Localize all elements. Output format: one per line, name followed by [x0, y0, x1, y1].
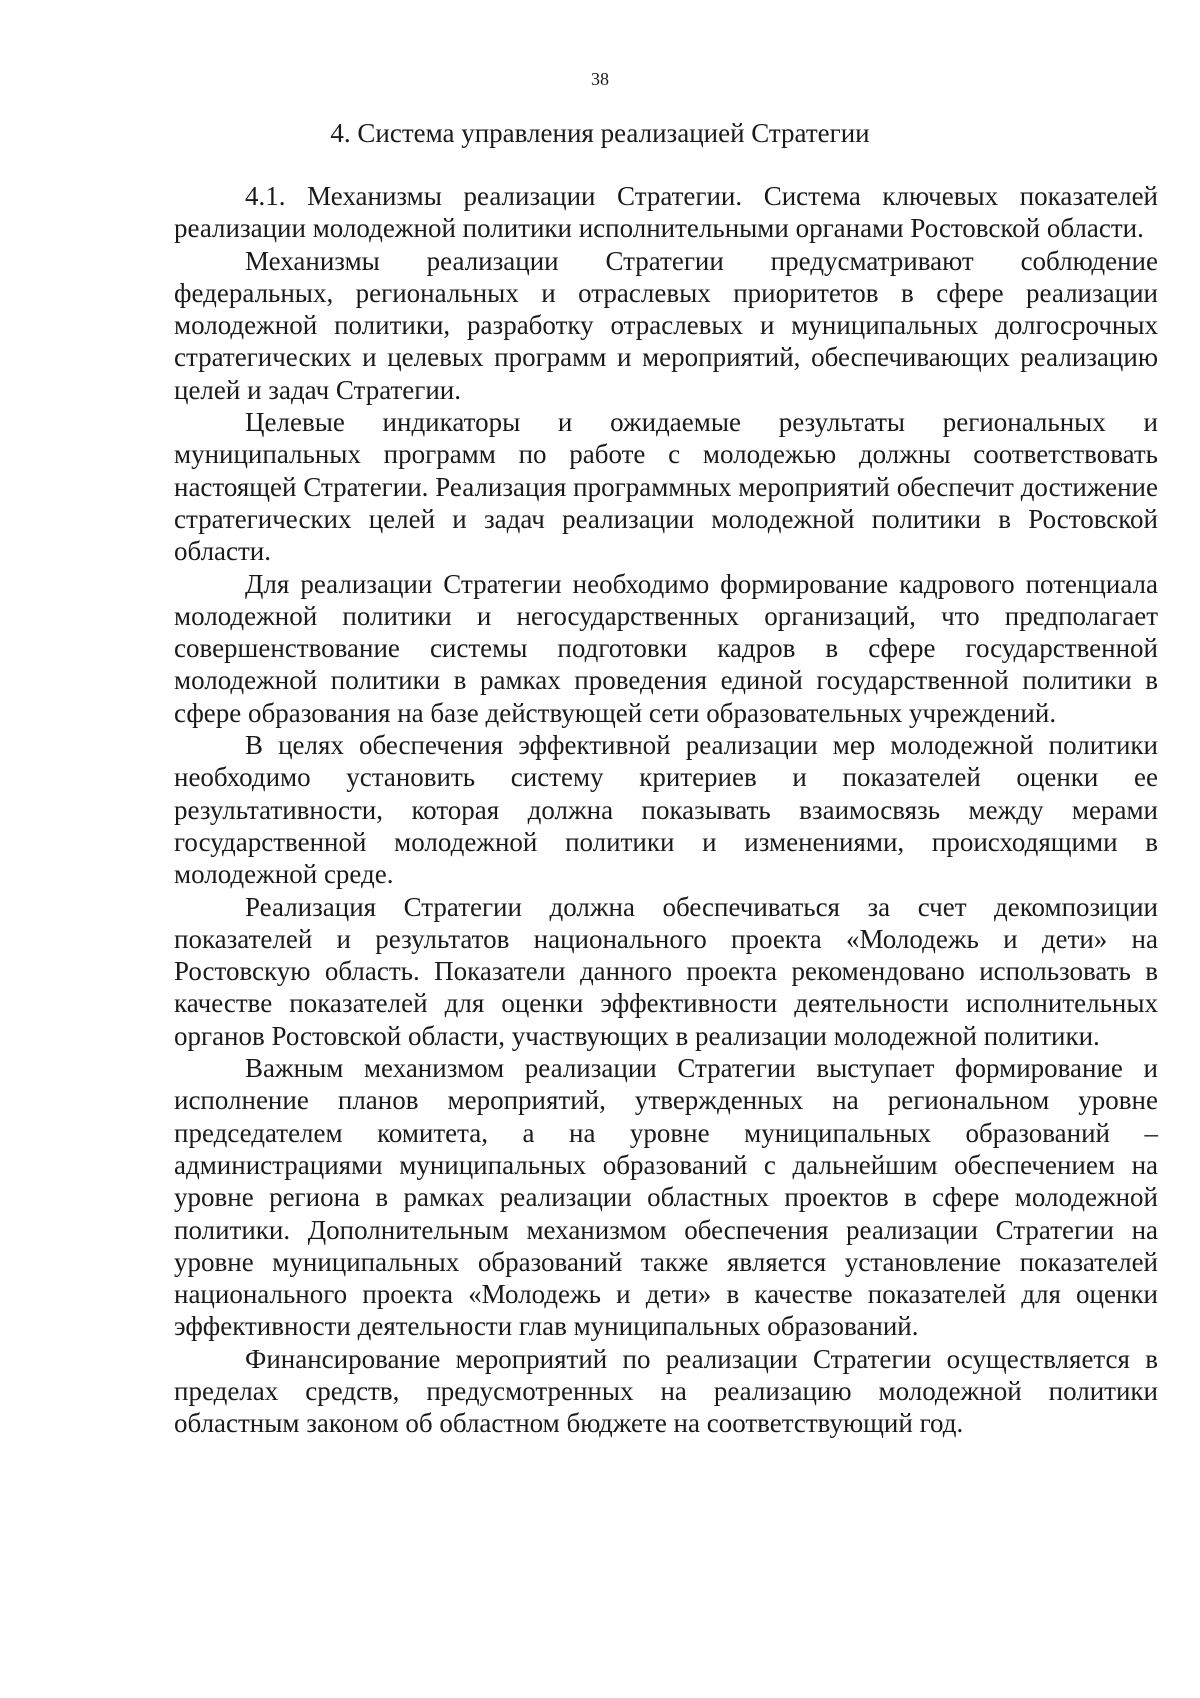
section-title: 4. Система управления реализацией Стратегии — [330, 118, 870, 148]
document-body — [174, 180, 1158, 1440]
paragraph: Целевые индикаторы и ожидаемые результаты региональных и муниципальных программ по работе с молодежью должны соответствовать настоящей Стратегии. Реализация программных мероприятий обеспечит достижение стратегических целей и задач реализации молодежной политики в Ростовской области. — [174, 407, 1158, 567]
paragraph: Механизмы реализации Стратегии предусматривают соблюдение федеральных, региональных и отраслевых приоритетов в сфере реализации молодежной политики, разработку отраслевых и муниципальных долгосрочных стратегических и целевых программ и мероприятий, обеспечивающих реализацию целей и задач Стратегии. — [174, 245, 1158, 405]
page-number: 38 — [591, 69, 609, 89]
paragraph-subsection-heading: 4.1. Механизмы реализации Стратегии. Система ключевых показателей реализации молодежной политики исполнительными органами Ростовской области. — [174, 181, 1158, 244]
paragraph: Для реализации Стратегии необходимо формирование кадрового потенциала молодежной политики и негосударственных организаций, что предполагает совершенствование системы подготовки кадров в сфере государственной молодежной политики в рамках проведения единой государственной политики в сфере образования на базе действующей сети образовательных учреждений. — [174, 568, 1158, 728]
paragraph: В целях обеспечения эффективной реализации мер молодежной политики необходимо установить систему критериев и показателей оценки ее результативности, которая должна показывать взаимосвязь между мерами государственной молодежной политики и изменениями, происходящими в молодежной среде. — [174, 730, 1158, 890]
paragraph: Важным механизмом реализации Стратегии выступает формирование и исполнение планов мероприятий, утвержденных на региональном уровне председателем комитета, а на уровне муниципальных образований – администрациями муниципальных образований с дальнейшим обеспечением на уровне региона в рамках реализации областных проектов в сфере молодежной политики. Дополнительным механизмом обеспечения реализации Стратегии на уровне муниципальных образований также является установление показателей национального проекта «Молодежь и дети» в качестве показателей для оценки эффективности деятельности глав муниципальных образований. — [174, 1053, 1158, 1342]
paragraph: Финансирование мероприятий по реализации Стратегии осуществляется в пределах средств, предусмотренных на реализацию молодежной политики областным законом об областном бюджете на соответствующий год. — [174, 1343, 1158, 1439]
paragraph: Реализация Стратегии должна обеспечиваться за счет декомпозиции показателей и результатов национального проекта «Молодежь и дети» на Ростовскую область. Показатели данного проекта рекомендовано использовать в качестве показателей для оценки эффективности деятельности исполнительных органов Ростовской области, участвующих в реализации молодежной политики. — [174, 891, 1158, 1051]
